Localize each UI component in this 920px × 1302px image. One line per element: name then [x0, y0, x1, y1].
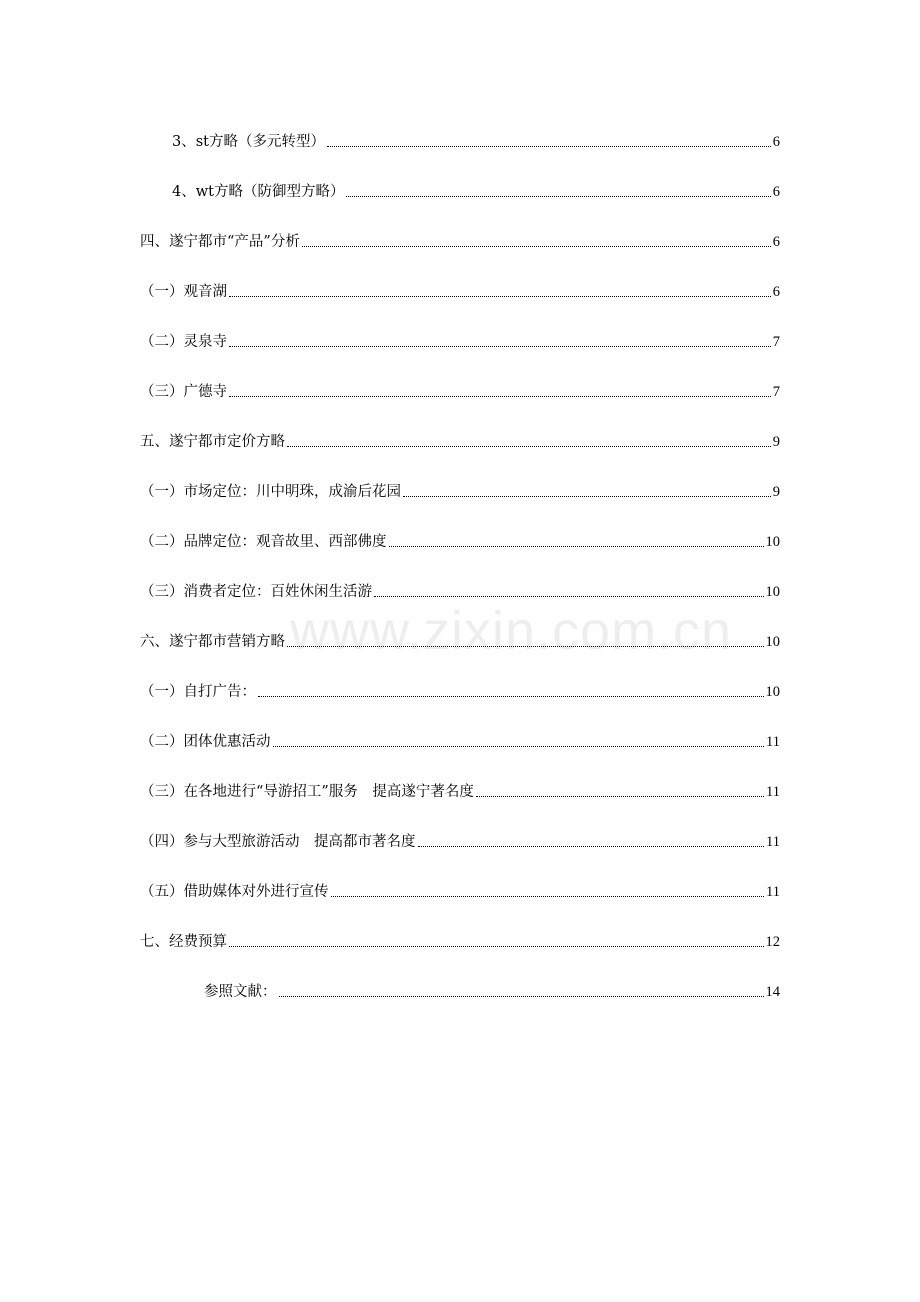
toc-entry-page: 10	[765, 584, 780, 600]
toc-entry-page: 10	[765, 534, 780, 550]
dot-leader	[229, 395, 771, 397]
dot-leader	[273, 745, 765, 747]
dot-leader	[229, 345, 771, 347]
dot-leader	[287, 645, 764, 647]
toc-entry[interactable]	[204, 974, 780, 1002]
toc-entry-label: （四）参与大型旅游活动 提高都市著名度	[140, 834, 416, 850]
dot-leader	[403, 495, 771, 497]
toc-entry-page: 11	[766, 784, 780, 800]
toc-entry[interactable]	[140, 374, 780, 402]
toc-entry-label: 3、st方略（多元转型）	[172, 134, 325, 150]
toc-entry-page: 6	[772, 284, 780, 300]
dot-leader	[302, 245, 771, 247]
dot-leader	[476, 795, 764, 797]
toc-entry-page: 11	[766, 834, 780, 850]
dot-leader	[327, 145, 771, 147]
toc-entry[interactable]	[172, 174, 780, 202]
toc-entry-label: 四、遂宁都市“产品”分析	[140, 234, 300, 250]
toc-entry-label: （三）消费者定位：百姓休闲生活游	[140, 584, 372, 600]
toc-entry-label: （二）团体优惠活动	[140, 734, 271, 750]
dot-leader	[374, 595, 764, 597]
toc-entry-label: 七、经费预算	[140, 934, 227, 950]
toc-entry-page: 11	[766, 884, 780, 900]
toc-entry[interactable]	[140, 774, 780, 802]
toc-entry-page: 6	[772, 134, 780, 150]
toc-entry[interactable]	[140, 674, 780, 702]
toc-entry-label: 参照文献：	[204, 984, 277, 1000]
toc-entry[interactable]	[140, 224, 780, 252]
toc-entry[interactable]	[140, 274, 780, 302]
toc-entry-label: （一）自打广告：	[140, 684, 256, 700]
toc-entry-page: 10	[765, 634, 780, 650]
dot-leader	[287, 445, 771, 447]
toc-entry-page: 6	[772, 184, 780, 200]
toc-entry-page: 7	[772, 334, 780, 350]
toc-entry-label: （一）观音湖	[140, 284, 227, 300]
dot-leader	[389, 545, 764, 547]
toc-entry[interactable]	[172, 124, 780, 152]
toc-entry-page: 11	[766, 734, 780, 750]
toc-entry-page: 10	[765, 684, 780, 700]
toc-entry-label: 六、遂宁都市营销方略	[140, 634, 285, 650]
dot-leader	[279, 995, 764, 997]
dot-leader	[418, 845, 765, 847]
toc-entry[interactable]	[140, 924, 780, 952]
toc-entry-label: （二）灵泉寺	[140, 334, 227, 350]
toc-entry-page: 7	[772, 384, 780, 400]
toc-entry-label: （三）广德寺	[140, 384, 227, 400]
toc-entry[interactable]	[140, 424, 780, 452]
toc-entry-page: 9	[772, 484, 780, 500]
toc-entry-page: 9	[772, 434, 780, 450]
toc-entry-page: 14	[765, 984, 780, 1000]
dot-leader	[229, 295, 771, 297]
toc-entry[interactable]	[140, 824, 780, 852]
toc-entry[interactable]	[140, 574, 780, 602]
dot-leader	[331, 895, 765, 897]
toc-entry-label: （二）品牌定位：观音故里、西部佛度	[140, 534, 387, 550]
toc-entry[interactable]	[140, 874, 780, 902]
toc-entry-label: （五）借助媒体对外进行宣传	[140, 884, 329, 900]
toc-entry-page: 12	[765, 934, 780, 950]
dot-leader	[346, 195, 770, 197]
toc-entry[interactable]	[140, 724, 780, 752]
dot-leader	[229, 945, 764, 947]
dot-leader	[258, 695, 764, 697]
toc-entry-label: （三）在各地进行“导游招工”服务 提高遂宁著名度	[140, 784, 474, 800]
toc-entry-label: 4、wt方略（防御型方略）	[172, 184, 345, 200]
toc-entry[interactable]	[140, 474, 780, 502]
toc-entry[interactable]	[140, 524, 780, 552]
toc-entry-page: 6	[772, 234, 780, 250]
toc-entry[interactable]	[140, 324, 780, 352]
toc-entry[interactable]	[140, 624, 780, 652]
watermark: www.zixin.com.cn	[290, 601, 733, 661]
toc-entry-label: （一）市场定位：川中明珠，成渝后花园	[140, 484, 401, 500]
toc-entry-label: 五、遂宁都市定价方略	[140, 434, 285, 450]
